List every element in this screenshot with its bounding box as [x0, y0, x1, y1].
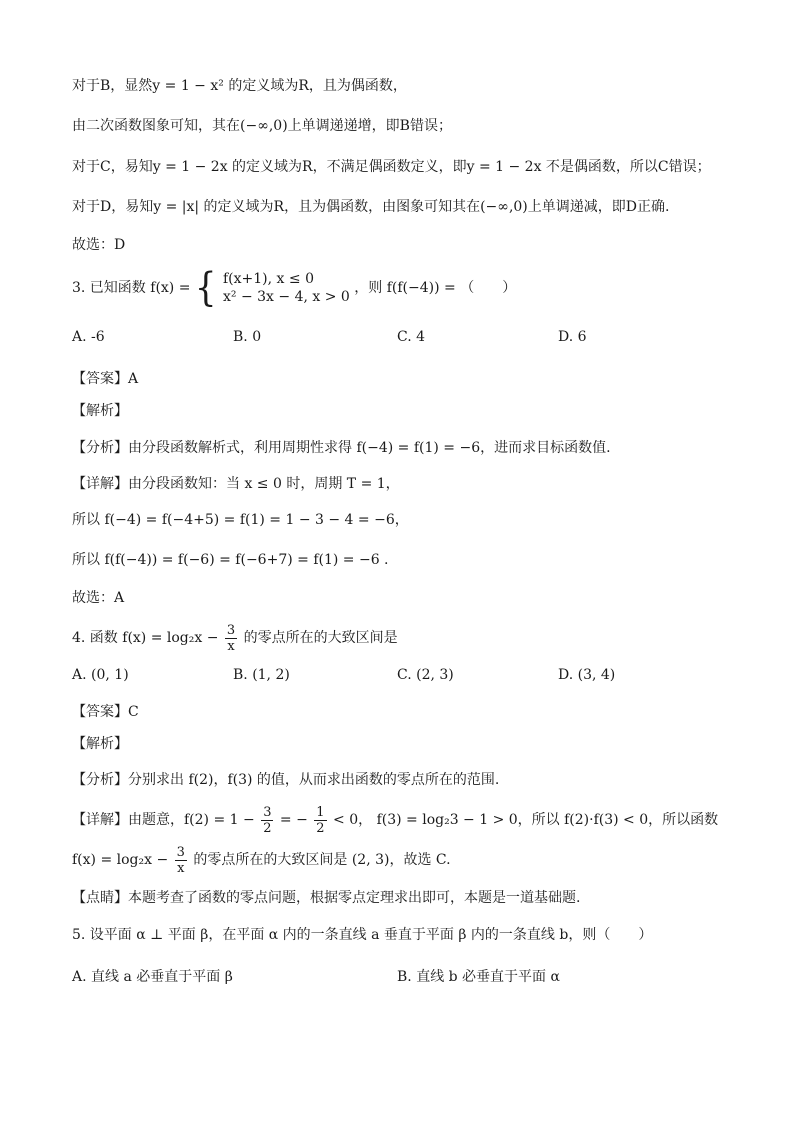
- choose-line: 故选：D: [72, 237, 126, 253]
- fraction-1-over-2: [314, 805, 326, 836]
- left-brace: {: [194, 265, 217, 311]
- fenxi-text: 由分段函数解析式，利用周期性求得 f(−4) = f(1) = −6，进而求目标函数值.: [128, 440, 611, 456]
- dianjing-tag: 【点睛】: [72, 890, 128, 906]
- q3-xiangjie: [72, 474, 400, 494]
- q3-prefix: 3. 已知函数 f(x) =: [72, 280, 191, 296]
- q4-dianjing: [72, 888, 580, 908]
- xiangjie-part-1: 由题意，f(2) = 1 −: [128, 812, 255, 828]
- q4-frac-den: x: [227, 638, 235, 654]
- q4-prefix: 4. 函数 f(x) = log₂x −: [72, 630, 219, 646]
- frac-num: 1: [316, 804, 325, 820]
- q4-option-b: B. (1, 2): [233, 667, 290, 683]
- q4-xiangjie-line-2: [72, 840, 451, 880]
- piecewise-cases: [223, 270, 350, 306]
- q4-answer: [72, 702, 139, 722]
- question-4-stem: [72, 618, 398, 658]
- frac-den: 2: [263, 820, 272, 836]
- answer-value: C: [128, 704, 139, 720]
- q4-fenxi: [72, 770, 499, 790]
- q3-step-2: 所以 f(f(−4)) = f(−6) = f(−6+7) = f(1) = −6 .: [72, 552, 389, 568]
- question-5-stem: 5. 设平面 α ⊥ 平面 β，在平面 α 内的一条直线 a 垂直于平面 β 内的一条直线 b，则（ ）: [72, 927, 653, 943]
- q4-xiangjie-line-1: [72, 800, 718, 840]
- answer-value: A: [128, 371, 139, 387]
- dianjing-text: 本题考查了函数的零点问题，根据零点定理求出即可，本题是一道基础题.: [128, 890, 581, 906]
- q3-case-1: f(x+1), x ≤ 0: [223, 271, 314, 287]
- q4-analysis-tag: 【解析】: [72, 736, 128, 752]
- q3-option-d: D. 6: [558, 329, 587, 345]
- q3-choose: 故选：A: [72, 590, 125, 606]
- question-3-stem: [72, 265, 517, 311]
- q3-step-1: 所以 f(−4) = f(−4+5) = f(1) = 1 − 3 − 4 = −6，: [72, 512, 409, 528]
- fraction-3-over-2: [261, 805, 273, 836]
- solution-line-b-detail: 由二次函数图象可知，其在(−∞,0)上单调递递增，即B错误；: [72, 118, 452, 134]
- fenxi-tag: 【分析】: [72, 772, 128, 788]
- q5-option-a: A. 直线 a 必垂直于平面 β: [72, 969, 233, 985]
- q4-fraction: [225, 623, 237, 654]
- xiangjie-tag: 【详解】: [72, 476, 128, 492]
- q3-option-b: B. 0: [233, 329, 262, 345]
- q5-option-b: B. 直线 b 必垂直于平面 α: [397, 969, 560, 985]
- fraction-3-over-x: [175, 845, 187, 876]
- q3-option-a: A. -6: [72, 329, 105, 345]
- q4-option-d: D. (3, 4): [558, 667, 616, 683]
- xiangjie-text: 由分段函数知：当 x ≤ 0 时，周期 T = 1，: [128, 476, 400, 492]
- solution-line-c: 对于C，易知y = 1 − 2x 的定义域为R，不满足偶函数定义，即y = 1 − 2x 不是偶函数，所以C错误；: [72, 159, 711, 175]
- answer-tag: 【答案】: [72, 371, 128, 387]
- q3-answer: [72, 369, 138, 389]
- fenxi-tag: 【分析】: [72, 440, 128, 456]
- frac-num: 3: [263, 804, 272, 820]
- xiangjie-part-3: < 0， f(3) = log₂3 − 1 > 0，所以 f(2)·f(3) < 0，所以函数: [333, 812, 719, 828]
- q3-option-c: C. 4: [397, 329, 426, 345]
- frac-den: x: [177, 860, 185, 876]
- q4-suffix: 的零点所在的大致区间是: [243, 630, 398, 646]
- q3-analysis-tag: 【解析】: [72, 403, 128, 419]
- xiangjie-part-5: 的零点所在的大致区间是 (2, 3)，故选 C.: [193, 852, 451, 868]
- q3-fenxi: [72, 438, 611, 458]
- xiangjie-part-2: = −: [279, 812, 308, 828]
- frac-den: 2: [316, 820, 325, 836]
- frac-num: 3: [176, 844, 185, 860]
- q4-option-a: A. (0, 1): [72, 667, 129, 683]
- q4-frac-num: 3: [226, 622, 236, 638]
- fenxi-text: 分别求出 f(2)，f(3) 的值，从而求出函数的零点所在的范围.: [128, 772, 500, 788]
- xiangjie-tag: 【详解】: [72, 812, 128, 828]
- xiangjie-part-4: f(x) = log₂x −: [72, 852, 169, 868]
- answer-tag: 【答案】: [72, 704, 128, 720]
- solution-line-d: 对于D，易知y = |x| 的定义域为R，且为偶函数，由图象可知其在(−∞,0)上单调递减，即D正确.: [72, 199, 670, 215]
- solution-line-b: 对于B，显然y = 1 − x² 的定义域为R，且为偶函数，: [72, 78, 407, 94]
- q3-case-2: x² − 3x − 4, x > 0: [223, 289, 350, 305]
- q3-suffix: ，则 f(f(−4)) = （ ）: [354, 280, 517, 296]
- q4-option-c: C. (2, 3): [397, 667, 454, 683]
